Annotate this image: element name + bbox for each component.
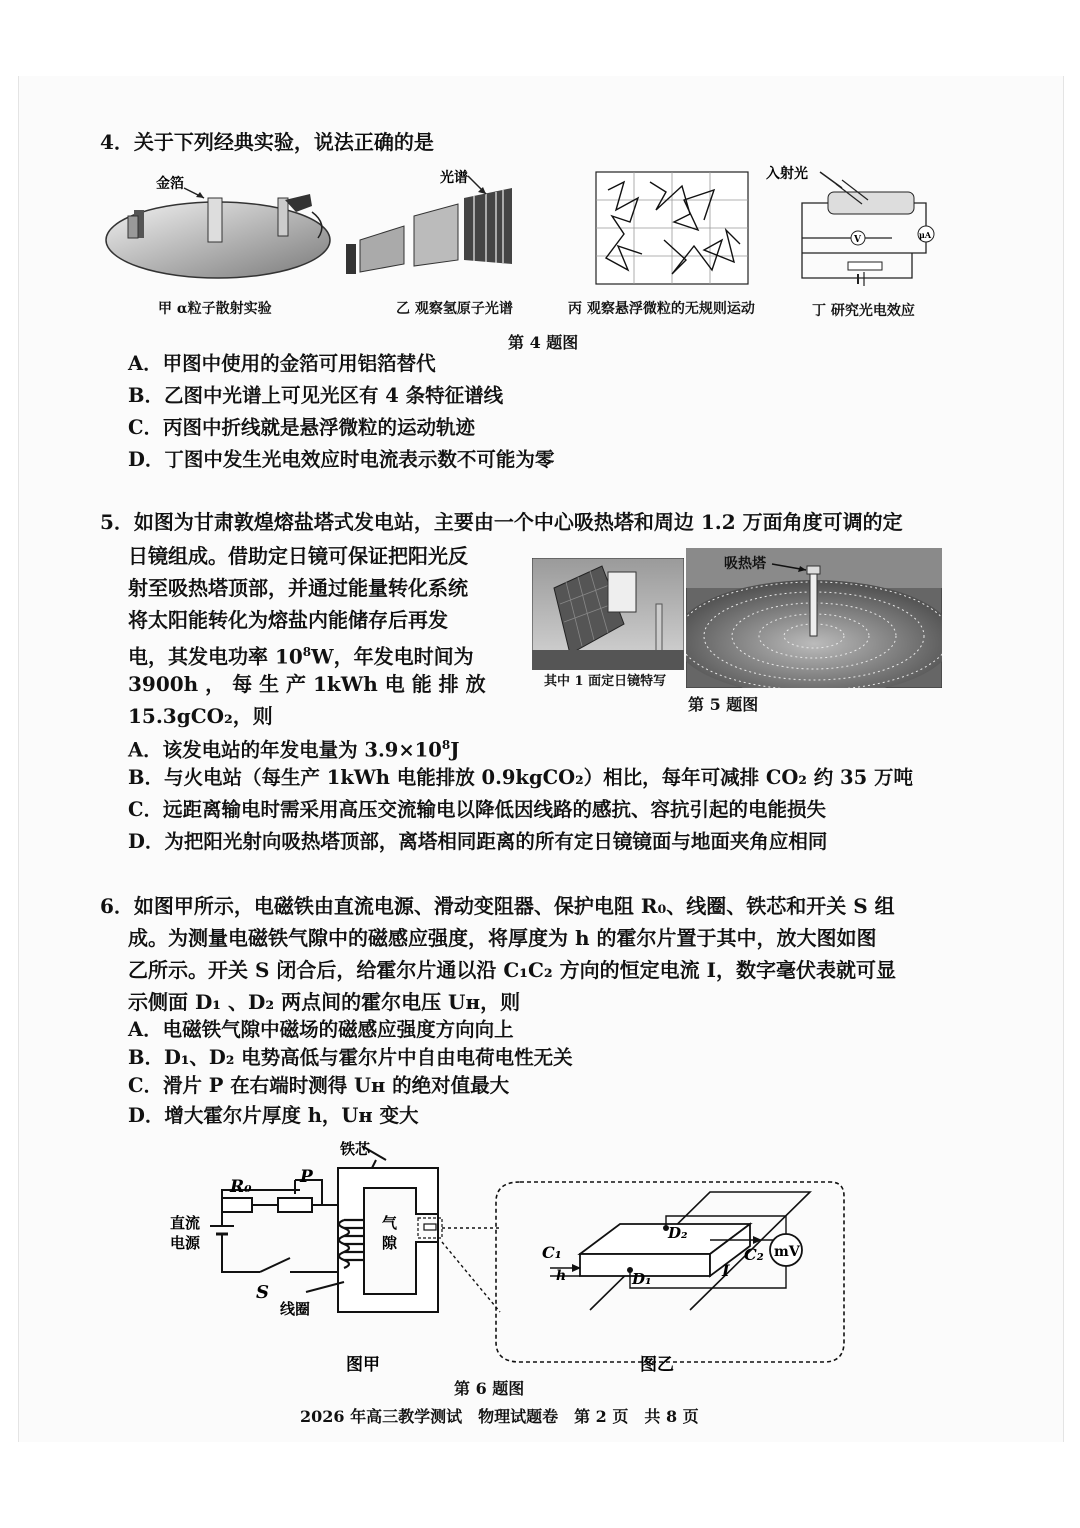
- q5-stem-line4: 将太阳能转化为熔盐内能储存后再发: [128, 608, 448, 632]
- dc-label-2: 电源: [170, 1234, 201, 1252]
- q4-option-a[interactable]: A．甲图中使用的金箔可用铝箔替代: [128, 352, 436, 375]
- rheostat: [848, 262, 882, 270]
- hall-element-small: [424, 1224, 436, 1230]
- alpha-scattering-figure: [100, 168, 340, 288]
- caption-ding: 丁 研究光电效应: [812, 303, 915, 319]
- c1-label: C₁: [542, 1243, 562, 1262]
- q5-option-a[interactable]: A．该发电站的年发电量为 $3.9\times 10^8J$: [128, 738, 460, 762]
- q5-stem-line5: 电，其发电功率 $10^8W$，年发电时间为: [128, 644, 474, 669]
- caption-jia: 甲 α粒子散射实验: [158, 301, 272, 317]
- tower-photo: [686, 548, 942, 688]
- q4-option-b[interactable]: B．乙图中光谱上可见光区有 4 条特征谱线: [128, 384, 504, 407]
- page-footer: 2026 年高三教学测试 物理试题卷 第 2 页 共 8 页: [300, 1407, 699, 1426]
- q5-option-c[interactable]: C．远距离输电时需采用高压交流输电以降低因线路的感抗、容抗引起的电能损失: [128, 798, 827, 821]
- photo-tube: [828, 192, 914, 214]
- q6-option-b[interactable]: B．D₁、D₂ 电势高低与霍尔片中自由电荷电性无关: [128, 1046, 573, 1069]
- d2-label: D₂: [668, 1224, 688, 1242]
- dc-label-1: 直流: [170, 1214, 201, 1232]
- gap-label-1: 气: [382, 1214, 398, 1232]
- q5-stem-line1: 5．如图为甘肃敦煌熔盐塔式发电站，主要由一个中心吸热塔和周边 1.2 万面角度可调的定: [100, 510, 903, 534]
- q6-stem-line1: 6．如图甲所示，电磁铁由直流电源、滑动变阻器、保护电阻 R₀、线圈、铁芯和开关 S 组: [100, 894, 895, 918]
- current-label: I: [722, 1261, 730, 1280]
- caption-bing: 丙 观察悬浮微粒的无规则运动: [568, 301, 755, 317]
- q4-option-c[interactable]: C．丙图中折线就是悬浮微粒的运动轨迹: [128, 416, 476, 439]
- r0-resistor: [222, 1198, 252, 1212]
- incident-light-label: 入射光: [766, 166, 808, 182]
- photo-caption: 其中 1 面定日镜特写: [544, 674, 667, 689]
- microscope: [285, 194, 312, 212]
- gold-foil-label: 金箔: [156, 176, 184, 192]
- screen: [278, 198, 288, 236]
- spectrum-label: 光谱: [440, 170, 468, 186]
- sliding-rheostat: [278, 1198, 312, 1212]
- q5-option-d[interactable]: D．为把阳光射向吸热塔顶部，离塔相同距离的所有定日镜镜面与地面夹角应相同: [128, 830, 828, 853]
- iron-core-label: 铁芯: [340, 1140, 371, 1158]
- svg-text:μA: μA: [919, 230, 932, 240]
- svg-text:V: V: [854, 235, 861, 245]
- q5-stem-line2: 日镜组成。借助定日镜可保证把阳光反: [128, 544, 468, 568]
- q6-option-c[interactable]: C．滑片 P 在右端时测得 Uʜ 的绝对值最大: [128, 1074, 510, 1097]
- q6-option-a[interactable]: A．电磁铁气隙中磁场的磁感应强度方向向上: [128, 1018, 514, 1041]
- fig-jia-label: 图甲: [346, 1355, 380, 1375]
- q5-figure-caption: 第 5 题图: [688, 695, 759, 714]
- c2-label: C₂: [744, 1245, 764, 1264]
- d1-label: D₁: [632, 1270, 652, 1288]
- q4-option-d[interactable]: D．丁图中发生光电效应时电流表示数不可能为零: [128, 448, 555, 471]
- r0-label: R₀: [230, 1177, 252, 1197]
- fig-yi-label: 图乙: [640, 1355, 674, 1375]
- hydrogen-tube: [346, 244, 356, 274]
- h-label: h: [556, 1268, 567, 1284]
- spectrum-screen: [464, 188, 512, 264]
- switch-s: [260, 1258, 290, 1272]
- hydrogen-spectrum-figure: [340, 168, 530, 288]
- q5-stem-line6: 3900h ， 每 生 产 1kWh 电 能 排 放: [128, 672, 486, 696]
- gap-label-2: 隙: [382, 1234, 398, 1252]
- heat-tower: [810, 570, 817, 636]
- heliostat-photo: [532, 558, 684, 670]
- p-label: P: [300, 1167, 313, 1187]
- caption-yi: 乙 观察氢原子光谱: [396, 301, 513, 317]
- mv-label: mV: [774, 1244, 800, 1260]
- s-label: S: [256, 1282, 269, 1303]
- photoelectric-figure: [762, 158, 942, 292]
- q6-stem-line3: 乙所示。开关 S 闭合后，给霍尔片通以沿 C₁C₂ 方向的恒定电流 I，数字毫伏表就可显: [128, 958, 896, 982]
- q5-stem-line7: 15.3gCO₂，则: [128, 704, 273, 728]
- tower-label: 吸热塔: [724, 556, 766, 572]
- gold-foil: [208, 198, 222, 242]
- q6-figure: [150, 1132, 870, 1402]
- q6-stem-line2: 成。为测量电磁铁气隙中的磁感应强度，将厚度为 h 的霍尔片置于其中，放大图如图: [128, 926, 877, 950]
- q6-figure-caption: 第 6 题图: [454, 1379, 525, 1398]
- q5-stem-line3: 射至吸热塔顶部，并通过能量转化系统: [128, 576, 468, 600]
- q4-stem: 4．关于下列经典实验，说法正确的是: [100, 130, 434, 154]
- q5-option-b[interactable]: B．与火电站（每生产 1kWh 电能排放 0.9kgCO₂）相比，每年可减排 CO₂ 约 35 万吨: [128, 766, 913, 789]
- q6-stem-line4: 示侧面 D₁ 、D₂ 两点间的霍尔电压 Uʜ，则: [128, 990, 521, 1014]
- q4-figure-caption: 第 4 题图: [508, 333, 579, 352]
- coil-label: 线圈: [280, 1300, 311, 1318]
- brownian-motion-figure: [594, 170, 754, 288]
- prism: [414, 204, 458, 266]
- q6-option-d[interactable]: D．增大霍尔片厚度 h，Uʜ 变大: [128, 1104, 419, 1127]
